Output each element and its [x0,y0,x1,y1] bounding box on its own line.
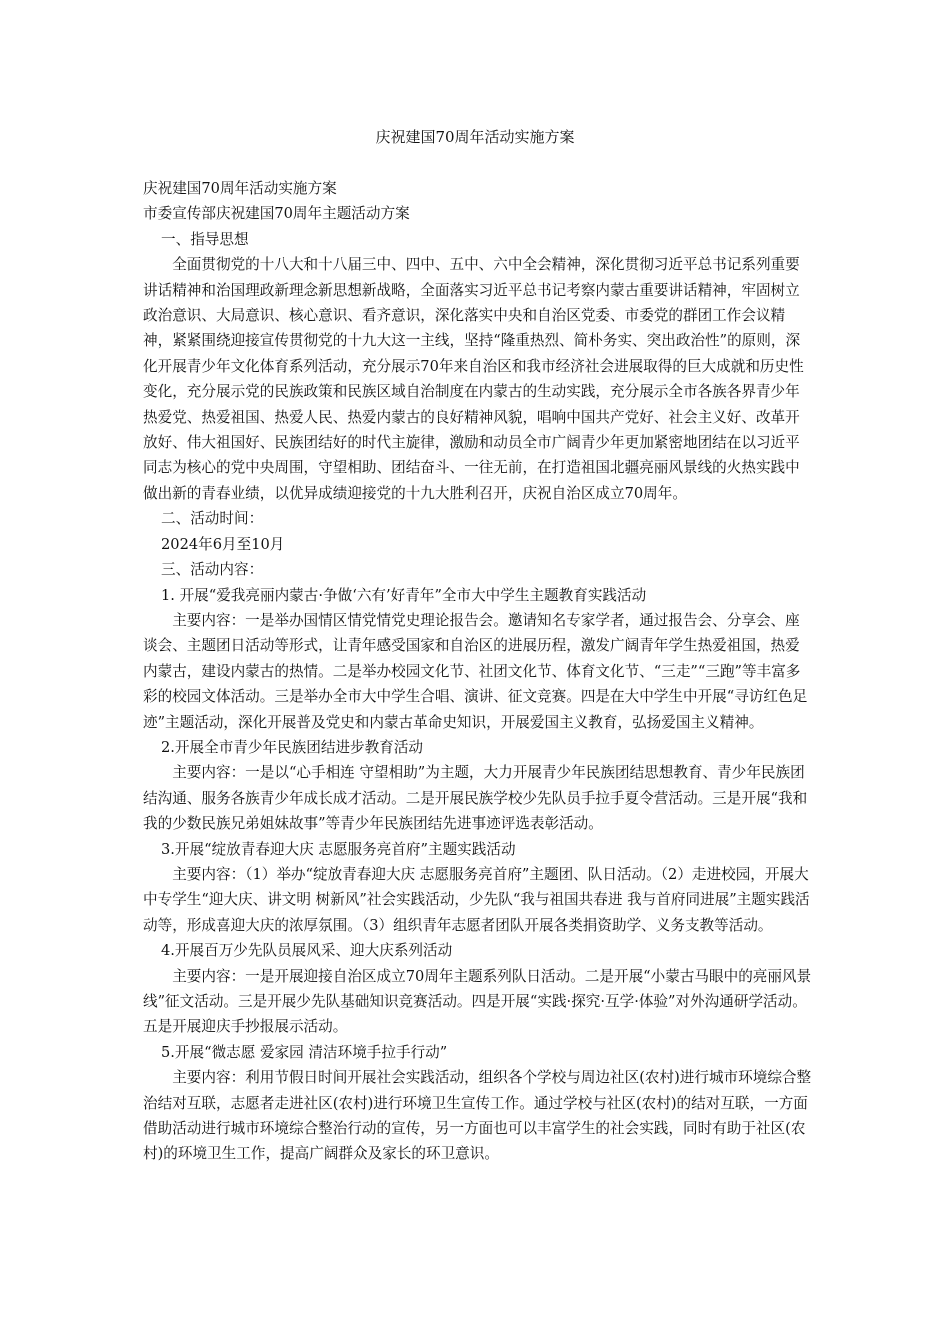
activity-item-content: 主要内容：一是以“心手相连 守望相助”为主题，大力开展青少年民族团结思想教育、青少年民族团结沟通、服务各族青少年成长成才活动。二是开展民族学校少先队员手拉手夏令营活动。三是开展“我和我的少数民族兄弟姐妹故事”等青少年民族团结先进事迹评选表彰活动。 [143,764,808,833]
section-guiding-thought-text: 全面贯彻党的十八大和十八届三中、四中、五中、六中全会精神，深化贯彻习近平总书记系列重要讲话精神和治国理政新理念新思想新战略，全面落实习近平总书记考察内蒙古重要讲话精神，牢固树立政治意识、大局意识、核心意识、看齐意识，深化落实中央和自治区党委、市委党的群团工作会议精神，紧紧围绕迎接宣传贯彻党的十九大这一主线，坚持“隆重热烈、简朴务实、突出政治性”的原则，深化开展青少年文化体育系列活动，充分展示70年来自治区和我市经济社会进展取得的巨大成就和历史性变化，充分展示党的民族政策和民族区域自治制度在内蒙古的生动实践，充分展示全市各族各界青少年热爱党、热爱祖国、热爱人民、热爱内蒙古的良好精神风貌，唱响中国共产党好、社会主义好、改革开放好、伟大祖国好、民族团结好的时代主旋律，激励和动员全市广阔青少年更加紧密地团结在以习近平同志为核心的党中央周围，守望相助、团结奋斗、一往无前，在打造祖国北疆亮丽风景线的火热实践中做出新的青春业绩，以优异成绩迎接党的十九大胜利召开，庆祝自治区成立70周年。 [143,256,804,502]
document-title: 庆祝建国70周年活动实施方案 [375,128,575,146]
section-time-title: 二、活动时间： [161,510,264,528]
heading-1: 庆祝建国70周年活动实施方案 [143,180,337,197]
document-body [143,176,813,1167]
activity-item-content: 主要内容：利用节假日时间开展社会实践活动，组织各个学校与周边社区(农村)进行城市环境综合整治结对互联，志愿者走进社区(农村)进行环境卫生宣传工作。通过学校与社区(农村)的结对互联，一方面借助活动进行城市环境综合整治行动的宣传，另一方面也可以丰富学生的社会实践，同时有助于社区(农村)的环境卫生工作，提高广阔群众及家长的环卫意识。 [143,1069,812,1163]
section-time-text: 2024年6月至10月 [161,535,285,553]
heading-2: 市委宣传部庆祝建国70周年主题活动方案 [143,205,410,223]
activity-item-title: 1. 开展“爱我亮丽内蒙古·争做‘六有’好青年”全市大中学生主题教育实践活动 [161,586,647,604]
activity-item-content: 主要内容：一是开展迎接自治区成立70周年主题系列队日活动。二是开展“小蒙古马眼中的亮丽风景线”征文活动。三是开展少先队基础知识竞赛活动。四是开展“实践·探究·互学·体验”对外沟通研学活动。五是开展迎庆手抄报展示活动。 [143,967,812,1036]
activity-item-content: 主要内容：一是举办国情区情党情党史理论报告会。邀请知名专家学者，通过报告会、分享会、座谈会、主题团日活动等形式，让青年感受国家和自治区的进展历程，激发广阔青年学生热爱祖国，热爱内蒙古，建设内蒙古的热情。二是举办校园文化节、社团文化节、体育文化节、“三走”“三跑”等丰富多彩的校园文体活动。三是举办全市大中学生合唱、演讲、征文竞赛。四是在大中学生中开展“寻访红色足迹”主题活动，深化开展普及党史和内蒙古革命史知识，开展爱国主义教育，弘扬爱国主义精神。 [143,611,808,731]
activity-item-title: 5.开展“微志愿 爱家园 清洁环境手拉手行动” [161,1043,448,1061]
activity-item-title: 4.开展百万少先队员展风采、迎大庆系列活动 [161,942,453,960]
activity-item-content: 主要内容：（1）举办“绽放青春迎大庆 志愿服务亮首府”主题团、队日活动。（2）走进校园，开展大中专学生“迎大庆、讲文明 树新风”社会实践活动，少先队“我与祖国共春进 我与首府同进展”主题实践活动等，形成喜迎大庆的浓厚氛围。（3）组织青年志愿者团队开展各类捐资助学、义务支教等活动。 [143,865,810,934]
section-content-title: 三、活动内容： [161,561,264,579]
activity-item-title: 3.开展“绽放青春迎大庆 志愿服务亮首府”主题实践活动 [161,840,516,858]
section-guiding-thought-title: 一、指导思想 [161,230,249,248]
activity-item-title: 2.开展全市青少年民族团结进步教育活动 [161,738,424,756]
